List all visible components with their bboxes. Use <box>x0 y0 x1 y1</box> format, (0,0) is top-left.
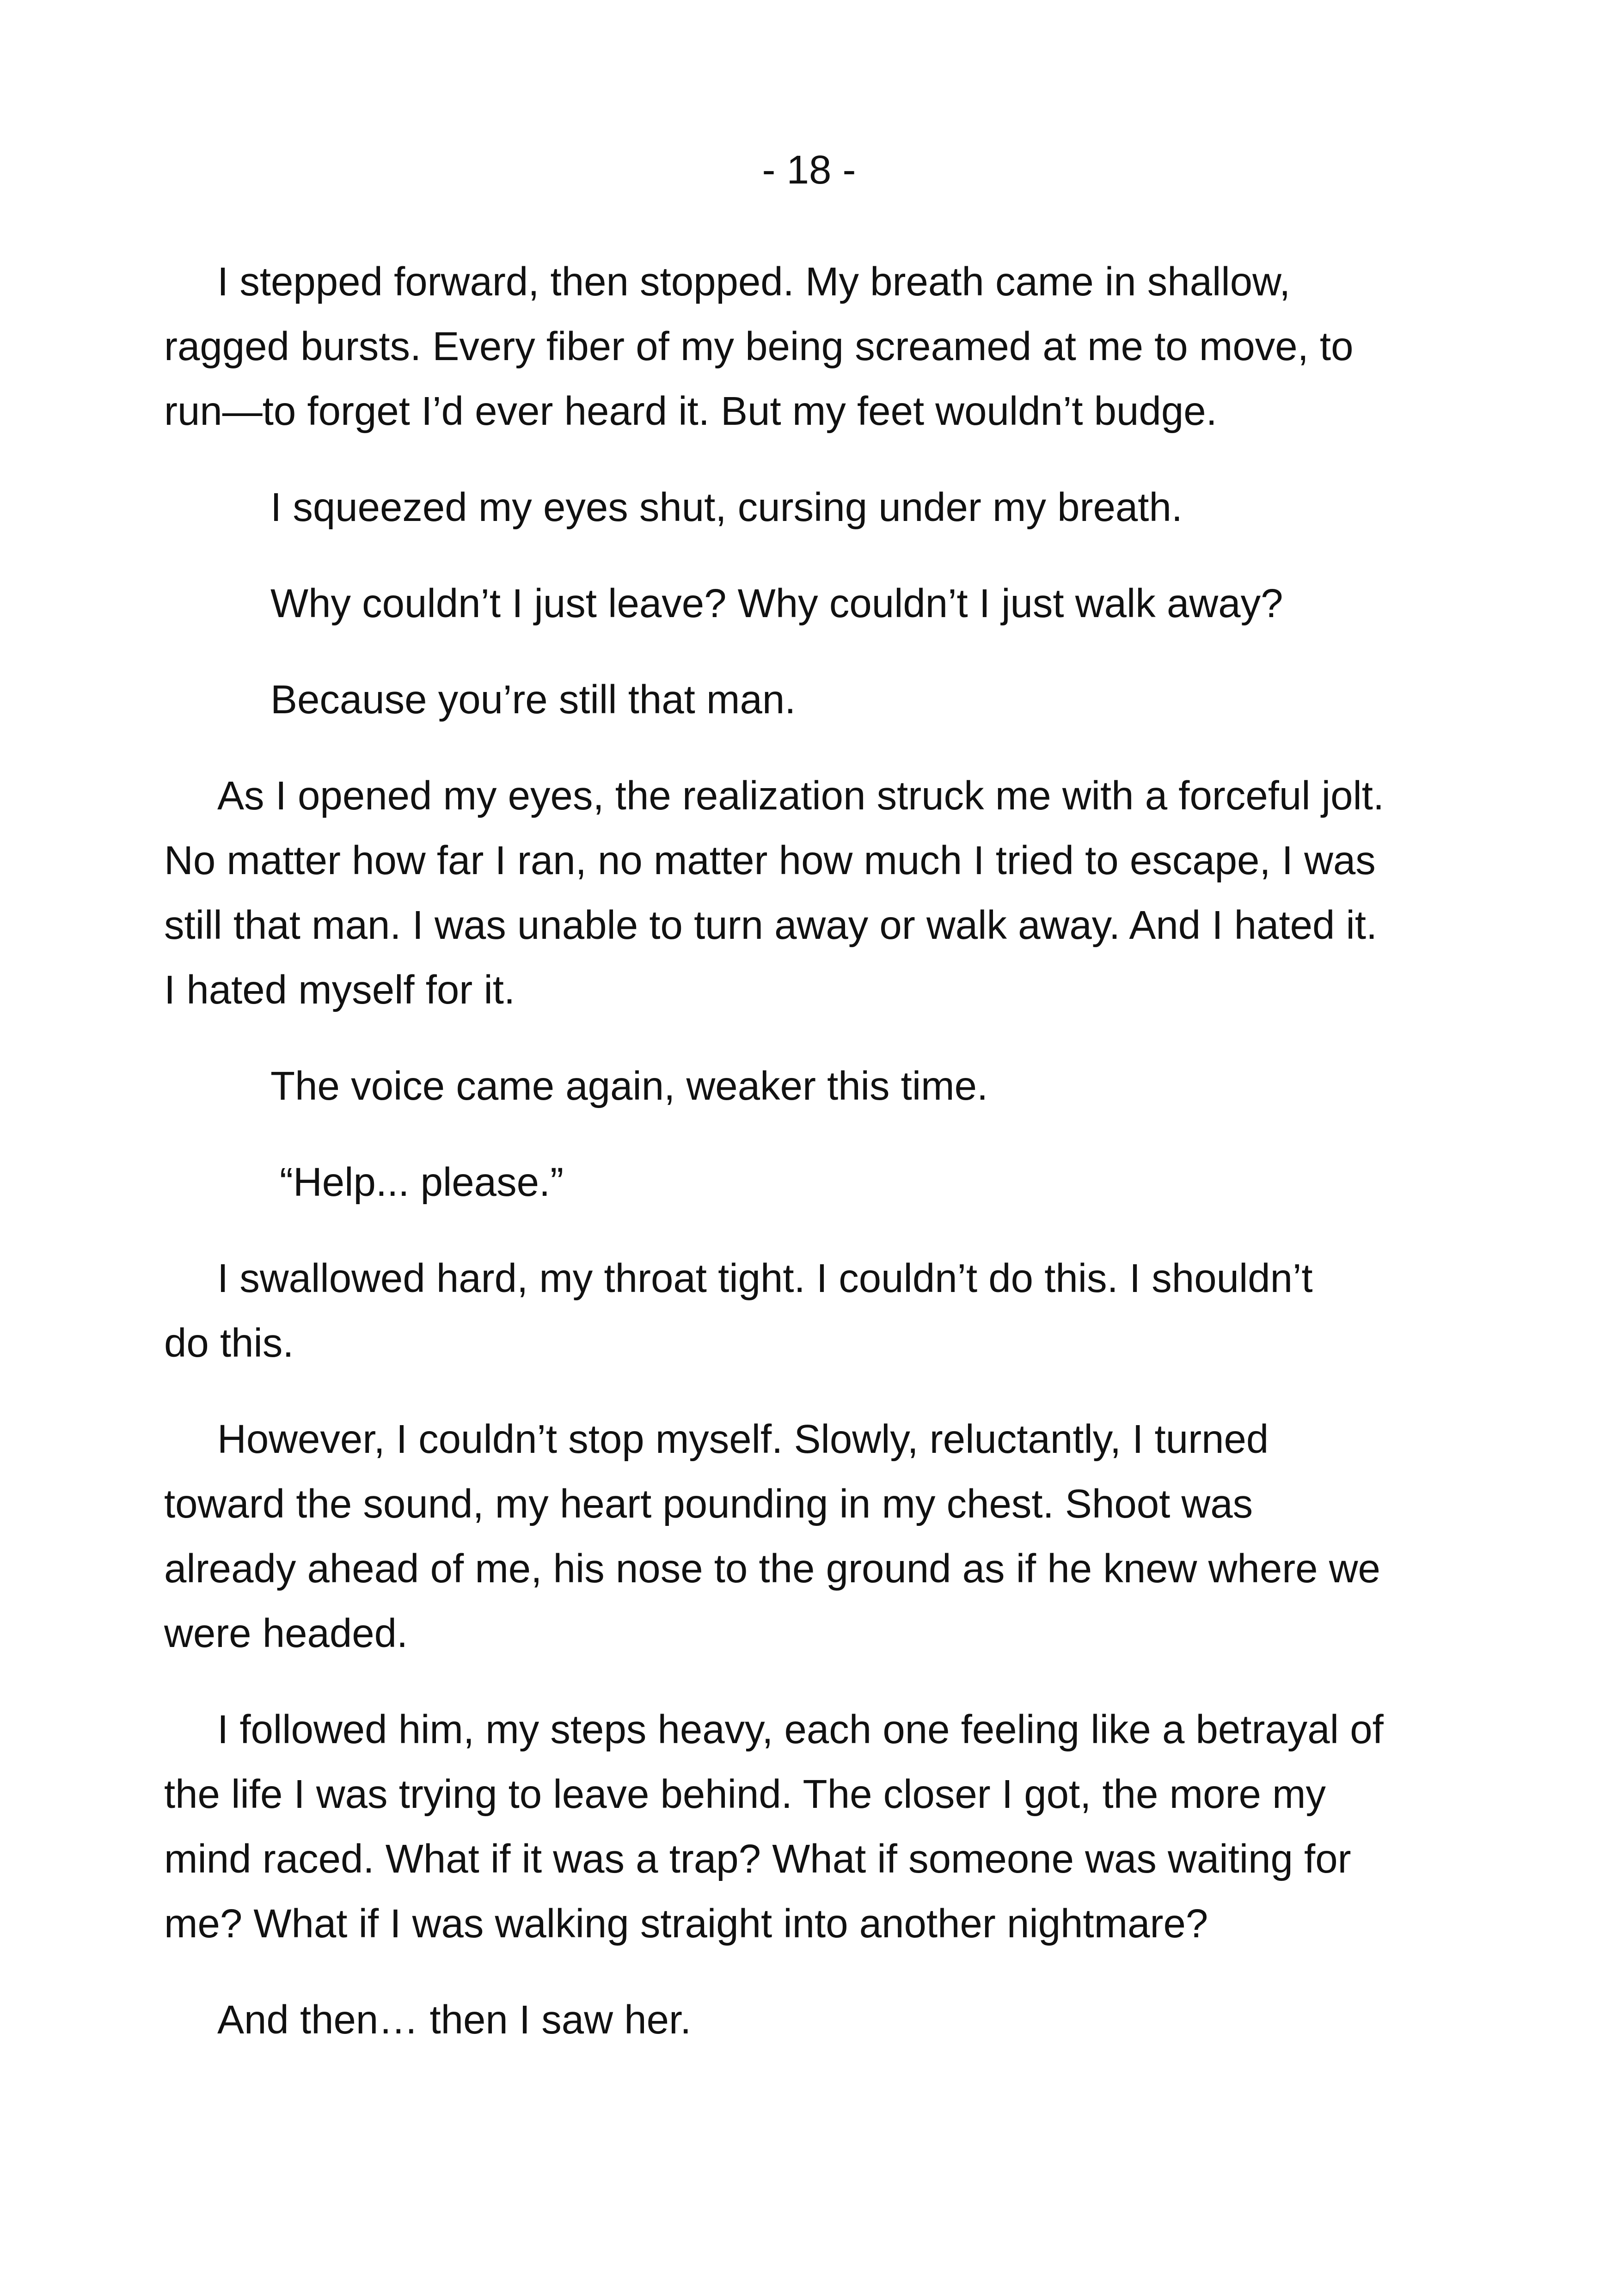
paragraph-line: “Help... please.” <box>280 1160 564 1205</box>
paragraph-line: I squeezed my eyes shut, cursing under my breath. <box>270 485 1183 530</box>
paragraph-line: do this. <box>164 1321 294 1365</box>
paragraph-line: I stepped forward, then stopped. My breath came in shallow, <box>217 259 1291 304</box>
paragraph-line: The voice came again, weaker this time. <box>270 1064 988 1108</box>
paragraph-line: As I opened my eyes, the realization struck me with a forceful jolt. <box>217 773 1385 818</box>
paragraph-line: me? What if I was walking straight into another nightmare? <box>164 1901 1208 1946</box>
paragraph-line: However, I couldn’t stop myself. Slowly, reluctantly, I turned <box>217 1417 1269 1462</box>
paragraph-line: And then… then I saw her. <box>217 1997 692 2042</box>
paragraph-line: No matter how far I ran, no matter how much I tried to escape, I was <box>164 838 1376 883</box>
paragraph-line: ragged bursts. Every fiber of my being screamed at me to move, to <box>164 324 1354 369</box>
page-number: - 18 - <box>762 147 856 192</box>
paragraph-line: I followed him, my steps heavy, each one feeling like a betrayal of <box>217 1707 1384 1752</box>
paragraph-line: the life I was trying to leave behind. The closer I got, the more my <box>164 1772 1326 1817</box>
paragraph-line: Because you’re still that man. <box>270 677 796 722</box>
paragraph-line: still that man. I was unable to turn away or walk away. And I hated it. <box>164 903 1378 948</box>
paragraph-line: I swallowed hard, my throat tight. I couldn’t do this. I shouldn’t <box>217 1256 1313 1301</box>
paragraph-line: run—to forget I’d ever heard it. But my feet wouldn’t budge. <box>164 389 1217 434</box>
paragraph-line: mind raced. What if it was a trap? What if someone was waiting for <box>164 1837 1351 1881</box>
paragraph-line: toward the sound, my heart pounding in my chest. Shoot was <box>164 1482 1253 1526</box>
paragraph-line: I hated myself for it. <box>164 967 515 1012</box>
paragraph-line: Why couldn’t I just leave? Why couldn’t I just walk away? <box>270 581 1283 626</box>
paragraph-line: already ahead of me, his nose to the ground as if he knew where we <box>164 1546 1380 1591</box>
paragraph-line: were headed. <box>164 1611 408 1656</box>
